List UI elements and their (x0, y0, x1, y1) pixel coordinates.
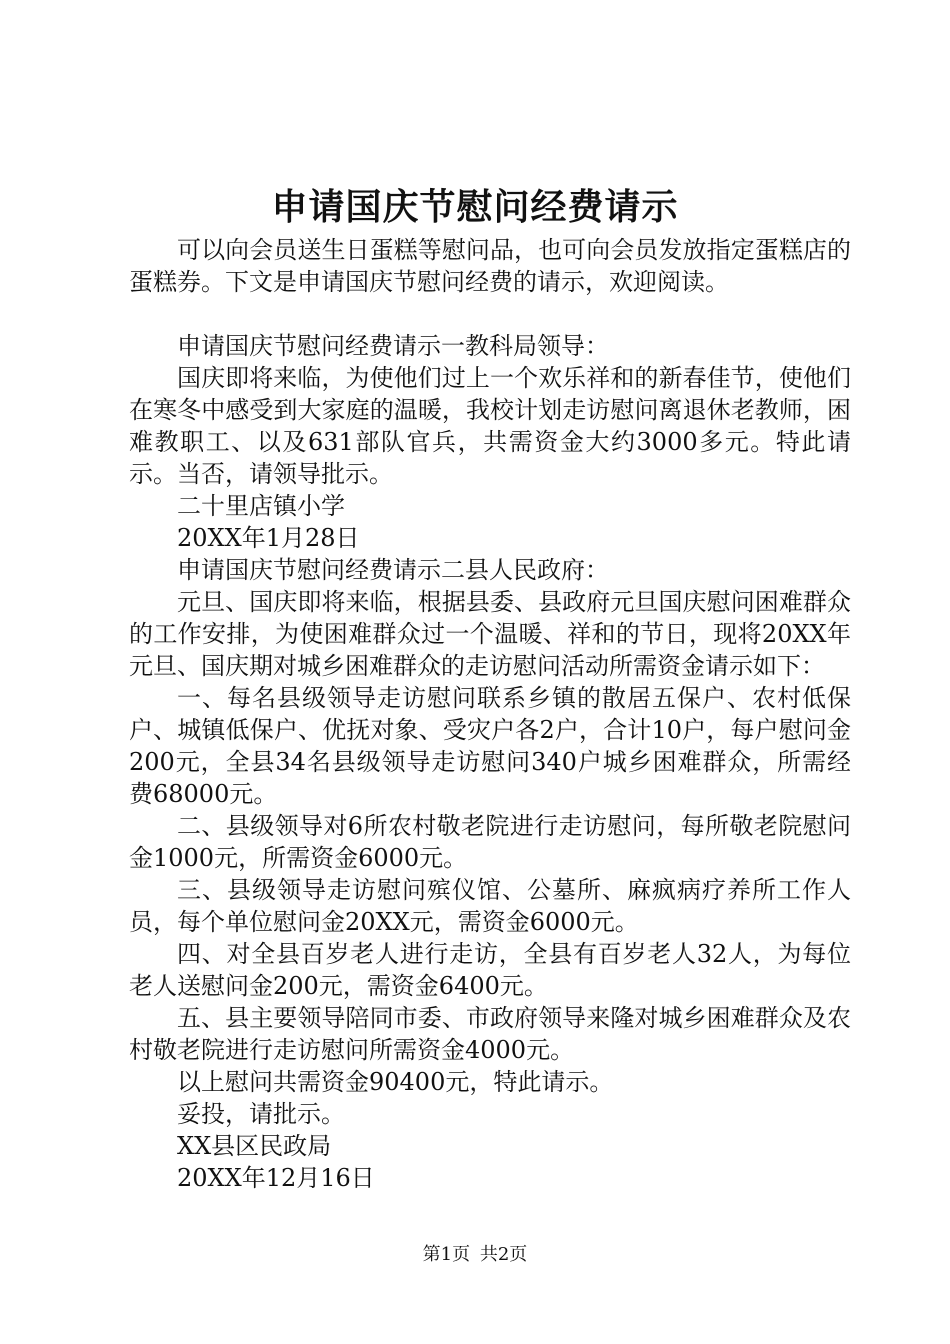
intro-paragraph: 可以向会员送生日蛋糕等慰问品，也可向会员发放指定蛋糕店的蛋糕券。下文是申请国庆节慰问经费的请示，欢迎阅读。 (129, 236, 851, 296)
page-total: 共2页 (479, 1244, 528, 1265)
list-item-2: 二、县级领导对6所农村敬老院进行走访慰问，每所敬老院慰问金1000元，所需资金6000元。 (129, 812, 851, 872)
document-title: 申请国庆节慰问经费请示 (271, 186, 679, 228)
signature-date-2: 20XX年12月16日 (177, 1164, 375, 1192)
page-number: 第1页 (422, 1244, 471, 1265)
page-footer (0, 1243, 950, 1267)
closing-line: 妥投，请批示。 (177, 1100, 345, 1128)
body-paragraph: 元旦、国庆即将来临，根据县委、县政府元旦国庆慰问困难群众的工作安排，为使困难群众过一个温暖、祥和的节日，现将20XX年元旦、国庆期对城乡困难群众的走访慰问活动所需资金请示如下： (129, 588, 851, 680)
salutation-1: 申请国庆节慰问经费请示一教科局领导： (177, 332, 609, 360)
summary-paragraph: 以上慰问共需资金90400元，特此请示。 (177, 1068, 614, 1096)
signature-org-2: XX县区民政局 (177, 1132, 332, 1160)
signature-org-1: 二十里店镇小学 (177, 492, 345, 520)
list-item-1: 一、每名县级领导走访慰问联系乡镇的散居五保户、农村低保户、城镇低保户、优抚对象、受灾户各2户，合计10户，每户慰问金200元，全县34名县级领导走访慰问340户城乡困难群众，所需经费68000元。 (129, 684, 851, 808)
list-item-4: 四、对全县百岁老人进行走访，全县有百岁老人32人，为每位老人送慰问金200元，需资金6400元。 (129, 940, 851, 1000)
document-body (129, 234, 851, 1194)
salutation-2: 申请国庆节慰问经费请示二县人民政府： (177, 556, 609, 584)
list-item-5: 五、县主要领导陪同市委、市政府领导来隆对城乡困难群众及农村敬老院进行走访慰问所需资金4000元。 (129, 1004, 851, 1064)
body-paragraph: 国庆即将来临，为使他们过上一个欢乐祥和的新春佳节，使他们在寒冬中感受到大家庭的温暖，我校计划走访慰问离退休老教师，困难教职工、以及631部队官兵，共需资金大约3000多元。特此请示。当否，请领导批示。 (129, 364, 851, 488)
signature-date-1: 20XX年1月28日 (177, 524, 360, 552)
list-item-3: 三、县级领导走访慰问殡仪馆、公墓所、麻疯病疗养所工作人员，每个单位慰问金20XX元，需资金6000元。 (129, 876, 851, 936)
